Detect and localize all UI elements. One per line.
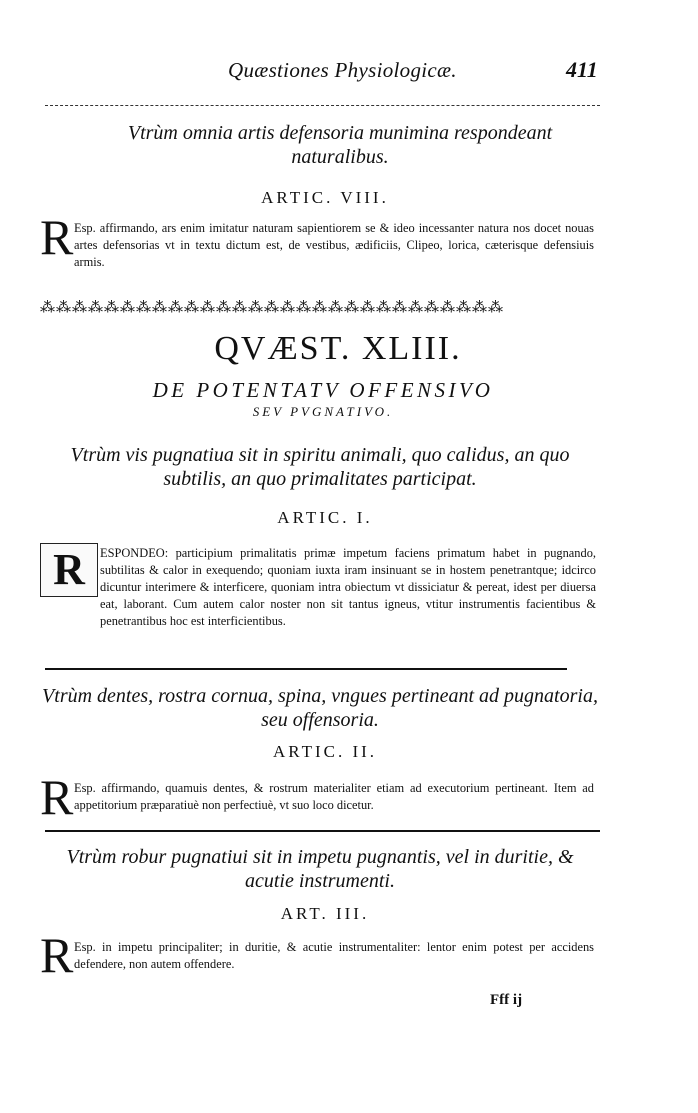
signature-mark: Fff ij [490, 992, 523, 1008]
artic-heading-3: ARTIC. II. [272, 742, 378, 761]
ornament-band: ⁂⁂⁂⁂⁂⁂⁂⁂⁂⁂⁂⁂⁂⁂⁂⁂⁂⁂⁂⁂⁂⁂⁂⁂⁂⁂⁂⁂⁂ [40, 300, 504, 316]
artic-heading-2: ARTIC. I. [277, 508, 373, 527]
section-rule-2 [45, 830, 600, 832]
quaestio-subtitle-1: DE POTENTATV OFFENSIVO [152, 378, 494, 402]
question-heading-2: Vtrùm vis pugnatiua sit in spiritu animali, quo calidus, an quo subtilis, an quo primalitates participat. [70, 444, 570, 490]
header-rule [45, 105, 600, 106]
ornate-drop-cap-2 [40, 543, 98, 597]
body-paragraph-4: Esp. in impetu principaliter; in duritie, & acutie instrumentaliter: lentor enim potest per accidens defendere, non autem offendere. [74, 940, 594, 971]
drop-cap-4: R [40, 927, 74, 983]
drop-cap-1: R [40, 209, 74, 265]
body-paragraph-3: Esp. affirmando, quamuis dentes, & rostrum materialiter etiam ad executorium pertineant. Item ad appetitorium præparatiuè non perfectiuè, vt suo loco dicetur. [74, 781, 594, 812]
body-paragraph-2: ESPONDEO: participium primalitatis primæ impetum faciens primatum habet in pugnando, subtilitas & calor in exequendo; quoniam iuxta iram insinuant se in hostem penetrantque; idcirco dicuntur interimere & interficere, quoniam intra obiectum vt dissiciatur & pereat, idest per diuersa eat, laborant. Cum autem calor noster non sit tantus igneus, vtitur instrumentis facientibus & penetrantibus hoc est interficientibus. [100, 546, 596, 628]
question-heading-3: Vtrùm dentes, rostra cornua, spina, vngues pertineant ad pugnatoria, seu offensoria. [42, 685, 598, 731]
artic-heading-1: ARTIC. VIII. [261, 188, 389, 207]
quaestio-title: QVÆST. XLIII. [214, 330, 462, 367]
quaestio-subtitle-2: SEV PVGNATIVO. [252, 404, 394, 419]
running-head: Quæstiones Physiologicæ. [228, 58, 457, 82]
page-number: 411 [566, 57, 598, 82]
question-heading-1: Vtrùm omnia artis defensoria munimina respondeant naturalibus. [127, 122, 553, 168]
artic-heading-4: ART. III. [280, 904, 370, 923]
drop-cap-2: R [53, 545, 85, 594]
section-rule-1 [45, 668, 567, 670]
drop-cap-3: R [40, 769, 74, 825]
question-heading-4: Vtrùm robur pugnatiui sit in impetu pugnantis, vel in duritie, & acutie instrumenti. [66, 846, 574, 892]
body-paragraph-1: Esp. affirmando, ars enim imitatur naturam sapientiorem se & ideo incessanter natura nos docet nouas artes defensorias vt in textu dictum est, de vestibus, ædificiis, Clipeo, lorica, cæterisque defensiuis armis. [74, 221, 594, 269]
